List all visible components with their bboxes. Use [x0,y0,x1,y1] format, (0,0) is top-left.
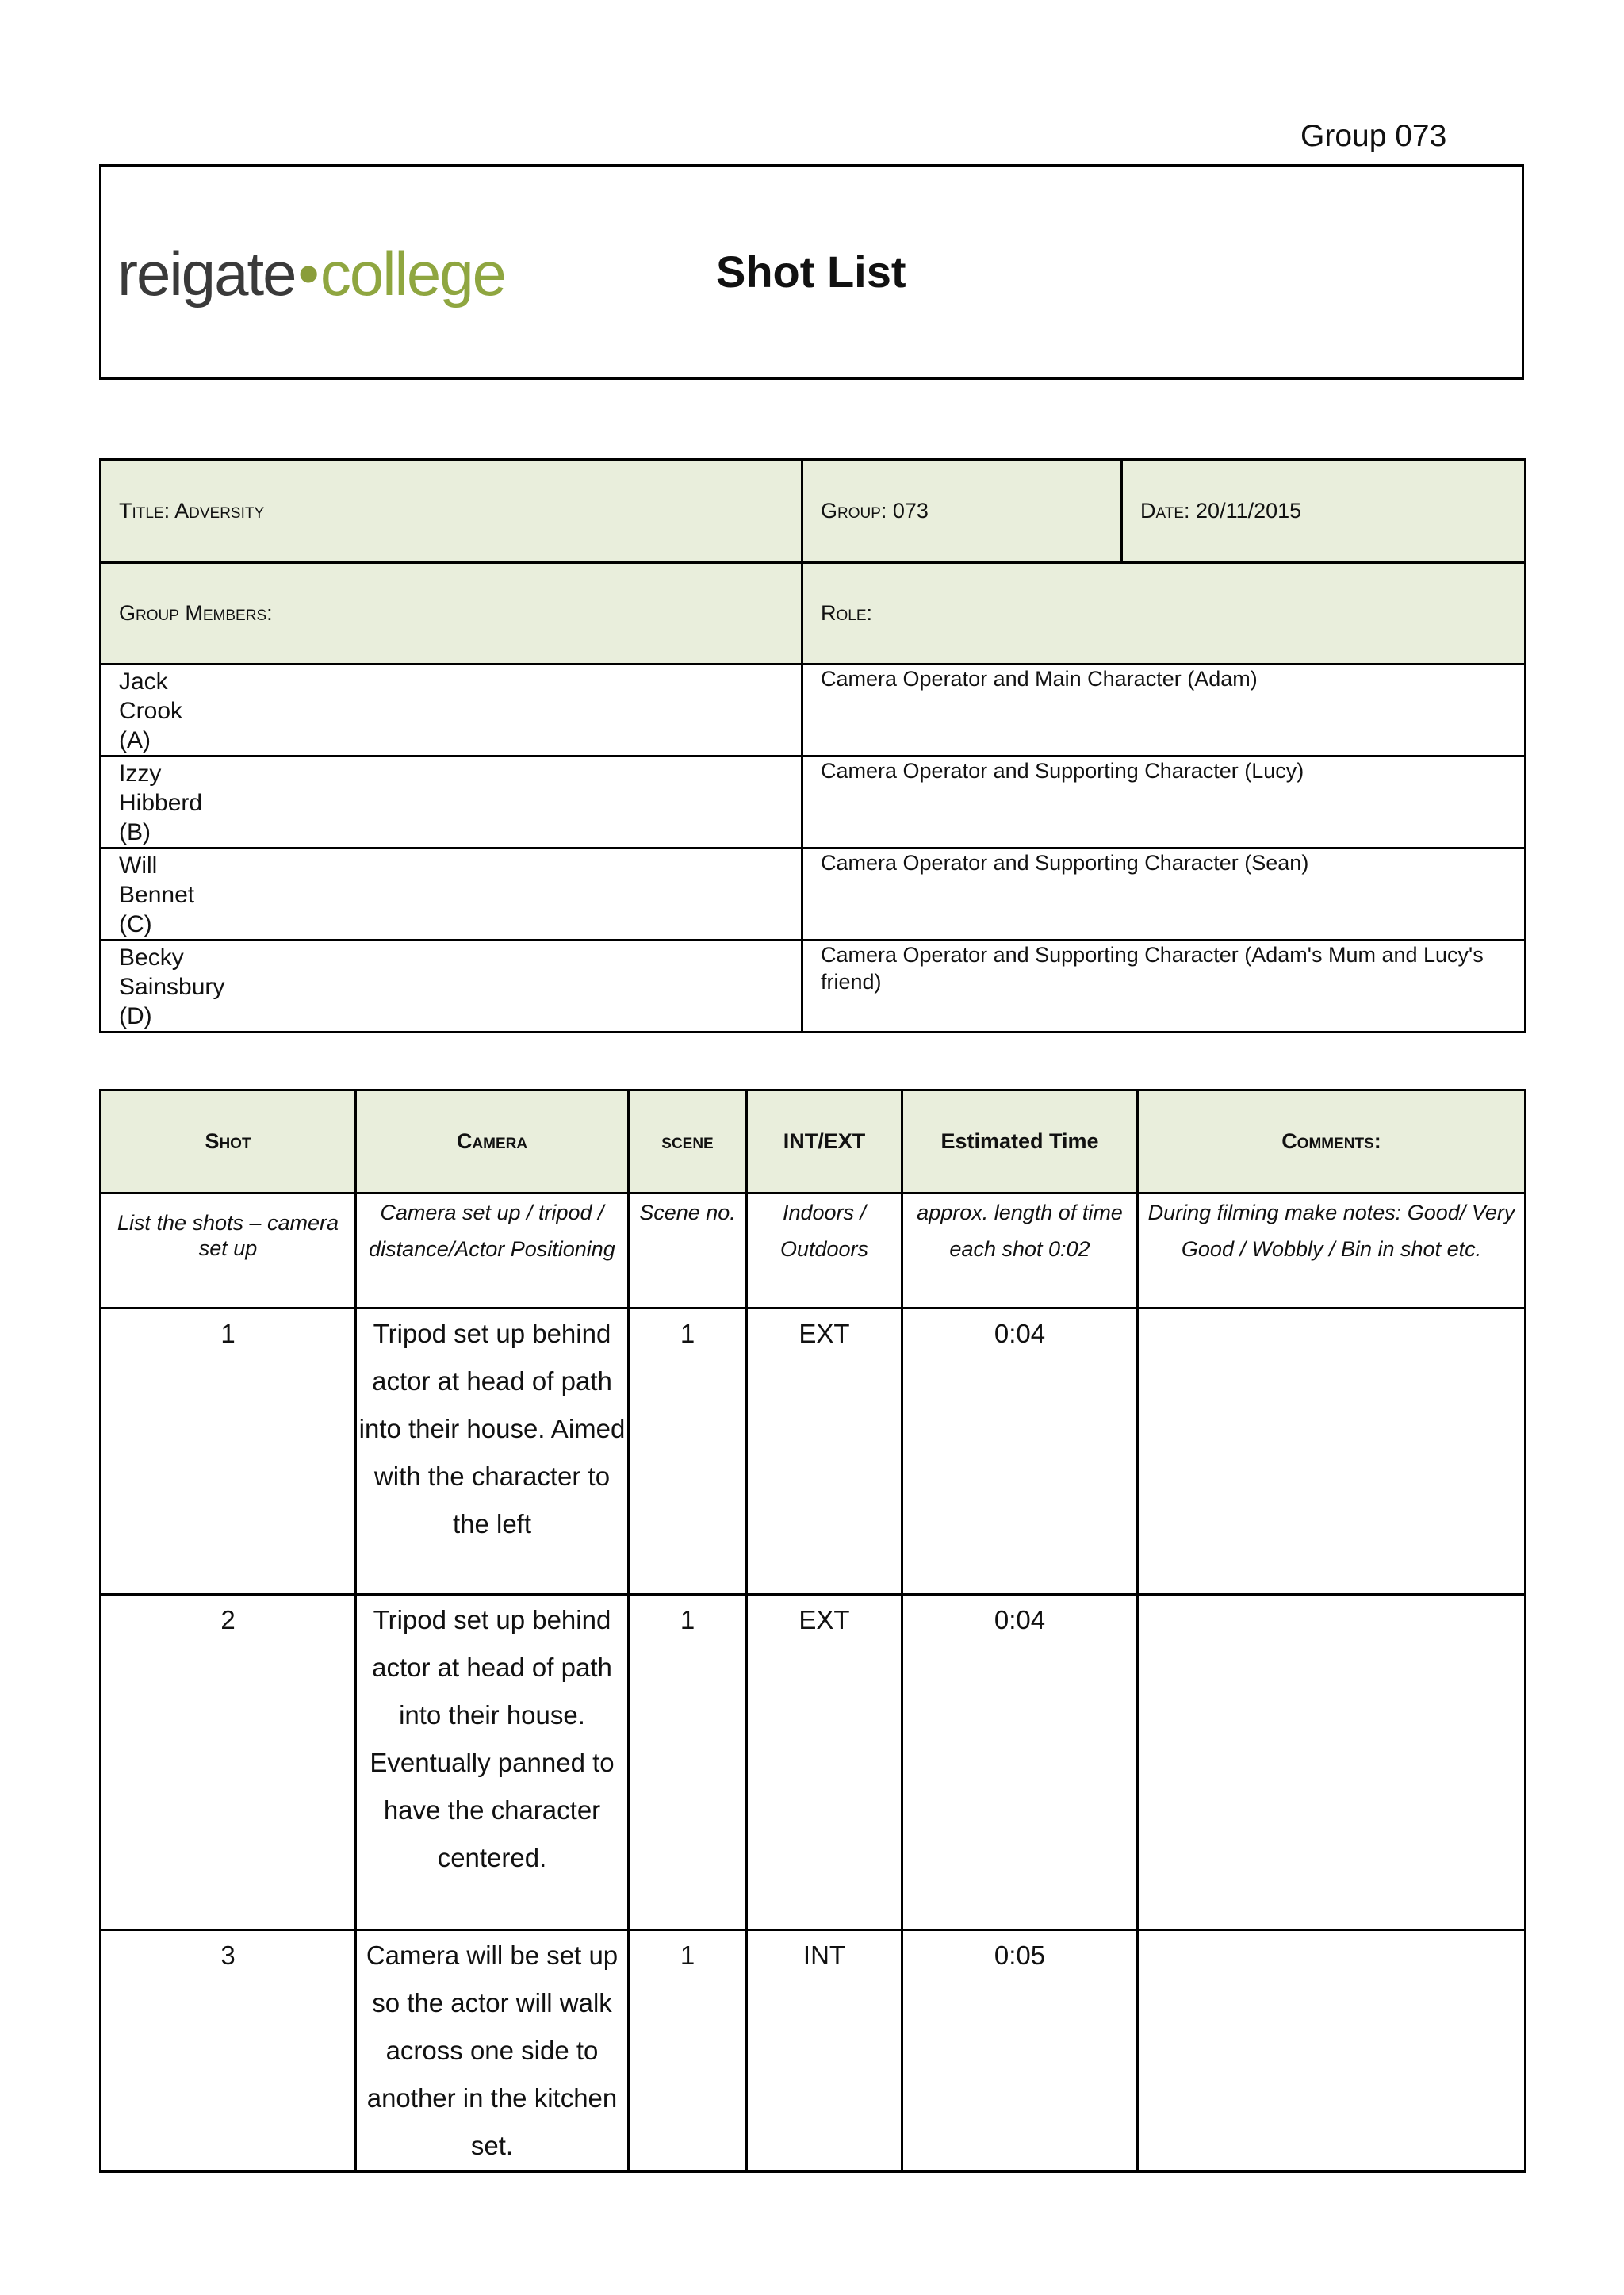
scene-number: 1 [629,1308,747,1595]
member-name [101,757,802,849]
shot-column-header: Shot [101,1090,356,1193]
member-role: Camera Operator and Supporting Character (Sean) [802,849,1526,941]
shot-row [101,1930,1526,2172]
scene-guidance: Scene no. [629,1193,747,1308]
member-last-name: Crook [119,698,183,724]
role-header: Role: [802,563,1526,665]
production-info-table [99,458,1526,1033]
shot-comments [1138,1595,1526,1930]
member-letter: (A) [119,727,151,753]
member-role: Camera Operator and Main Character (Adam) [802,665,1526,757]
college-logo [117,238,505,310]
member-first-name: Becky [119,944,184,971]
shot-comments [1138,1930,1526,2172]
comments-column-header: Comments: [1138,1090,1526,1193]
member-row [101,665,1526,757]
shot-number: 2 [101,1595,356,1930]
logo-text-reigate: reigate [117,239,296,308]
camera-column-header: Camera [356,1090,629,1193]
member-first-name: Will [119,852,158,879]
shot-number: 1 [101,1308,356,1595]
estimated-time: 0:04 [902,1308,1138,1595]
member-letter: (C) [119,911,152,937]
member-letter: (D) [119,1003,152,1029]
estimated-time: 0:05 [902,1930,1138,2172]
estimated-time: 0:04 [902,1595,1138,1930]
scene-number: 1 [629,1930,747,2172]
group-members-header: Group Members: [101,563,802,665]
int-ext-column-header: INT/EXT [747,1090,902,1193]
member-last-name: Sainsbury [119,974,225,1000]
estimated-time-column-header: Estimated Time [902,1090,1138,1193]
title-field: Title: Adversity [101,460,802,563]
shot-number: 3 [101,1930,356,2172]
info-header-row [101,460,1526,563]
time-guidance: approx. length of time each shot 0:02 [902,1193,1138,1308]
camera-guidance: Camera set up / tripod / distance/Actor Positioning [356,1193,629,1308]
shot-list-table [99,1089,1526,2173]
member-first-name: Izzy [119,761,162,787]
group-field: Group: 073 [802,460,1122,563]
shot-comments [1138,1308,1526,1595]
shot-table-guidance-row [101,1193,1526,1308]
member-role: Camera Operator and Supporting Character (Lucy) [802,757,1526,849]
camera-setup: Tripod set up behind actor at head of path into their house. Eventually panned to have the character centered. [356,1595,629,1930]
member-name [101,941,802,1033]
member-last-name: Hibberd [119,790,203,816]
member-name [101,665,802,757]
member-row [101,757,1526,849]
logo-dot: • [297,239,318,308]
camera-setup: Tripod set up behind actor at head of path into their house. Aimed with the character to the left [356,1308,629,1595]
member-name [101,849,802,941]
group-number-label: Group 073 [1300,119,1447,153]
shot-row [101,1308,1526,1595]
date-field: Date: 20/11/2015 [1122,460,1526,563]
member-role: Camera Operator and Supporting Character (Adam's Mum and Lucy's friend) [802,941,1526,1033]
members-header-row [101,563,1526,665]
shot-guidance: List the shots – camera set up [101,1193,356,1308]
int-ext-value: EXT [747,1595,902,1930]
comments-guidance: During filming make notes: Good/ Very Good / Wobbly / Bin in shot etc. [1138,1193,1526,1308]
camera-setup: Camera will be set up so the actor will walk across one side to another in the kitchen set. [356,1930,629,2172]
member-first-name: Jack [119,669,168,695]
member-last-name: Bennet [119,882,195,908]
document-header [99,164,1524,380]
int-ext-guidance: Indoors / Outdoors [747,1193,902,1308]
scene-column-header: scene [629,1090,747,1193]
shot-row [101,1595,1526,1930]
member-letter: (B) [119,819,151,845]
logo-text-college: college [320,239,505,308]
int-ext-value: EXT [747,1308,902,1595]
int-ext-value: INT [747,1930,902,2172]
member-row [101,849,1526,941]
scene-number: 1 [629,1595,747,1930]
document-title: Shot List [716,247,906,297]
member-row [101,941,1526,1033]
shot-table-header-row [101,1090,1526,1193]
